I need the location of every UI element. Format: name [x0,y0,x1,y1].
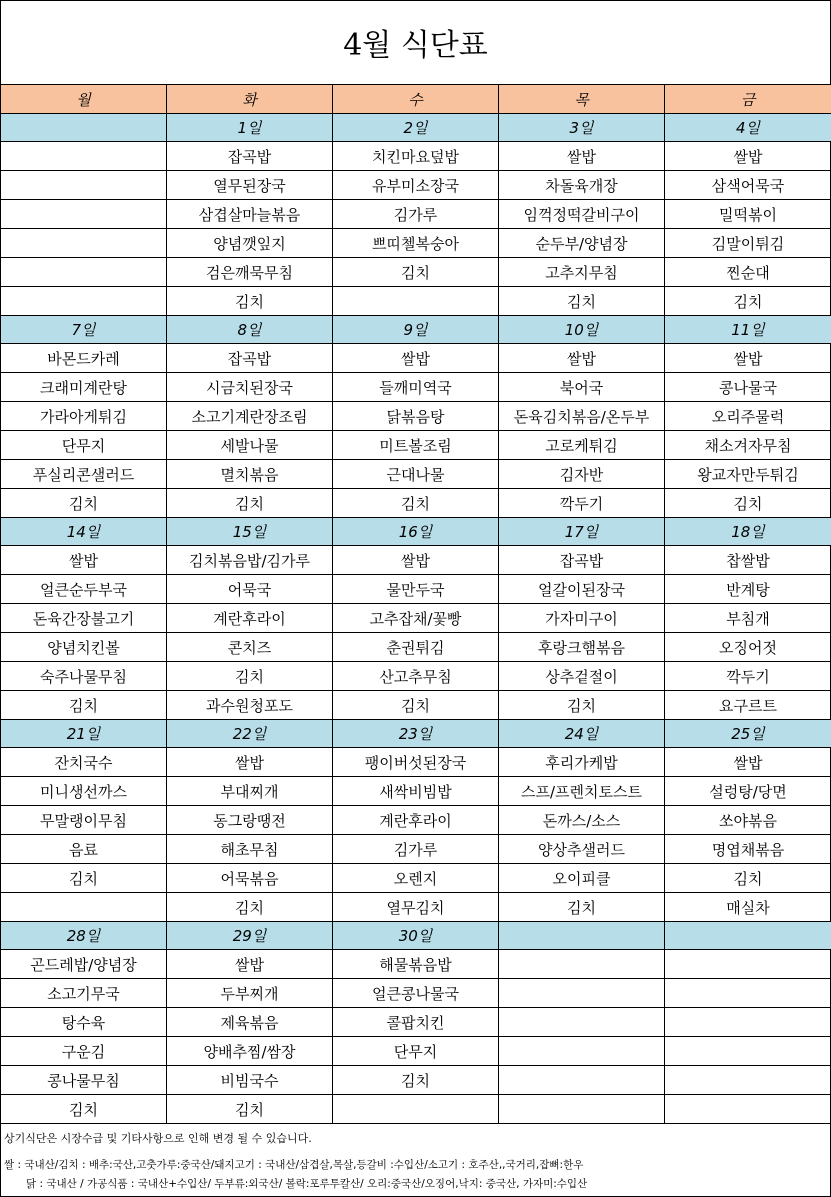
date-cell [665,922,831,950]
menu-row [1,142,831,171]
menu-row [1,1095,831,1124]
menu-item: 음료 [1,835,167,864]
menu-item: 김치 [499,691,665,720]
menu-item [333,287,499,316]
menu-item: 팽이버섯된장국 [333,748,499,777]
menu-item [1,171,167,200]
origin-notice-line-2: 닭 : 국내산 / 가공식품 : 국내산+수입산/ 두부류:외국산/ 볼락:포루투칼산/ 오리:중국산/오징어,낙지: 중국산, 가자미:수입산 [26,1178,588,1190]
menu-item: 후랑크햄볶음 [499,633,665,662]
date-cell: 3일 [499,114,665,142]
menu-item: 물만두국 [333,575,499,604]
menu-item: 반계탕 [665,575,831,604]
menu-item: 구운김 [1,1037,167,1066]
menu-item: 검은깨묵무침 [167,258,333,287]
menu-item: 미니생선까스 [1,777,167,806]
menu-item: 제육볶음 [167,1008,333,1037]
menu-item: 단무지 [333,1037,499,1066]
menu-item: 콩나물국 [665,373,831,402]
menu-item [499,979,665,1008]
menu-item: 두부찌개 [167,979,333,1008]
menu-row [1,575,831,604]
menu-item: 고추잡채/꽃빵 [333,604,499,633]
menu-item: 후리가케밥 [499,748,665,777]
menu-row [1,604,831,633]
menu-item: 닭볶음탕 [333,402,499,431]
menu-item: 얼갈이된장국 [499,575,665,604]
menu-row [1,373,831,402]
menu-row [1,258,831,287]
menu-item: 콜팝치킨 [333,1008,499,1037]
menu-item: 김치 [499,893,665,922]
menu-item: 계란후라이 [167,604,333,633]
date-cell: 16일 [333,518,499,546]
menu-item: 탕수육 [1,1008,167,1037]
date-cell: 17일 [499,518,665,546]
menu-item [665,979,831,1008]
menu-item: 소고기계란장조림 [167,402,333,431]
menu-row [1,893,831,922]
menu-item: 얼큰콩나물국 [333,979,499,1008]
menu-item: 김치 [1,489,167,518]
menu-item: 김치 [167,662,333,691]
menu-item: 고추지무침 [499,258,665,287]
menu-item: 크래미계란탕 [1,373,167,402]
menu-item: 숙주나물무침 [1,662,167,691]
menu-item: 채소겨자무침 [665,431,831,460]
menu-row [1,864,831,893]
menu-item: 김치 [333,489,499,518]
date-cell: 28일 [1,922,167,950]
menu-item [665,1095,831,1124]
menu-item: 김치 [333,691,499,720]
origin-notice-line-1: 쌀 : 국내산/김치 : 배추:국산,고춧가루:중국산/돼지고기 : 국내산/삼겹살,목살,등갈비 :수입산/소고기 : 호주산,,국거리,잡뼈:한우 [4,1159,584,1171]
menu-item [1,287,167,316]
menu-item: 오리주물럭 [665,402,831,431]
menu-item: 삼겹살마늘볶음 [167,200,333,229]
menu-item: 쌀밥 [333,546,499,575]
menu-item: 양상추샐러드 [499,835,665,864]
menu-table [0,84,831,1124]
menu-item: 명엽채볶음 [665,835,831,864]
menu-item: 돈육간장불고기 [1,604,167,633]
menu-item: 김치 [333,1066,499,1095]
date-cell: 7일 [1,316,167,344]
date-cell: 25일 [665,720,831,748]
menu-item: 쌀밥 [499,344,665,373]
menu-item: 근대나물 [333,460,499,489]
menu-item: 산고추무침 [333,662,499,691]
menu-item: 차돌육개장 [499,171,665,200]
menu-item: 잡곡밥 [499,546,665,575]
menu-item: 김치 [1,1095,167,1124]
menu-item: 김치 [167,287,333,316]
menu-row [1,287,831,316]
menu-item: 부대찌개 [167,777,333,806]
menu-item: 해초무침 [167,835,333,864]
menu-item: 김치 [167,893,333,922]
date-cell: 15일 [167,518,333,546]
menu-row [1,777,831,806]
menu-item: 김치 [333,258,499,287]
menu-item: 치킨마요덮밥 [333,142,499,171]
menu-item: 오이피클 [499,864,665,893]
menu-item: 열무김치 [333,893,499,922]
menu-item: 삼색어묵국 [665,171,831,200]
menu-item: 스프/프렌치토스트 [499,777,665,806]
menu-item: 임꺽정떡갈비구이 [499,200,665,229]
menu-item: 고로케튀김 [499,431,665,460]
date-cell: 2일 [333,114,499,142]
menu-item: 동그랑땡전 [167,806,333,835]
menu-item: 쌀밥 [167,950,333,979]
menu-item: 시금치된장국 [167,373,333,402]
menu-item: 바몬드카레 [1,344,167,373]
menu-item: 쌀밥 [499,142,665,171]
menu-item: 순두부/양념장 [499,229,665,258]
menu-item: 콩나물무침 [1,1066,167,1095]
menu-item: 깍두기 [665,662,831,691]
menu-item [1,229,167,258]
date-cell: 29일 [167,922,333,950]
menu-item: 어묵국 [167,575,333,604]
menu-item: 김치 [167,1095,333,1124]
date-cell: 4일 [665,114,831,142]
menu-item: 쌀밥 [333,344,499,373]
menu-item: 김치 [665,489,831,518]
menu-item: 찐순대 [665,258,831,287]
weekday-header: 수 [333,85,499,114]
menu-item: 돈육김치볶음/온두부 [499,402,665,431]
date-row [1,114,831,142]
menu-item: 해물볶음밥 [333,950,499,979]
menu-item [499,950,665,979]
menu-row [1,229,831,258]
menu-item: 김치 [499,287,665,316]
date-cell: 24일 [499,720,665,748]
menu-item [499,1037,665,1066]
menu-item: 오렌지 [333,864,499,893]
menu-item: 춘권튀김 [333,633,499,662]
date-cell: 21일 [1,720,167,748]
menu-row [1,835,831,864]
menu-item: 열무된장국 [167,171,333,200]
menu-item: 양념치킨볼 [1,633,167,662]
weekday-header: 화 [167,85,333,114]
menu-item: 쌀밥 [167,748,333,777]
menu-item: 양념깻잎지 [167,229,333,258]
menu-item: 오징어젓 [665,633,831,662]
menu-item: 무말랭이무침 [1,806,167,835]
date-row [1,316,831,344]
menu-row [1,1008,831,1037]
date-cell: 14일 [1,518,167,546]
menu-item [665,1008,831,1037]
menu-item [665,950,831,979]
menu-item: 멸치볶음 [167,460,333,489]
menu-item: 과수원청포도 [167,691,333,720]
menu-row [1,546,831,575]
menu-row [1,691,831,720]
menu-item: 김치 [1,691,167,720]
menu-item [333,1095,499,1124]
menu-row [1,171,831,200]
menu-item: 들깨미역국 [333,373,499,402]
date-cell: 10일 [499,316,665,344]
menu-row [1,1037,831,1066]
menu-row [1,344,831,373]
date-cell: 9일 [333,316,499,344]
menu-item [1,200,167,229]
menu-item: 가자미구이 [499,604,665,633]
menu-item: 쏘야볶음 [665,806,831,835]
date-cell [1,114,167,142]
menu-item: 잔치국수 [1,748,167,777]
menu-item: 돈까스/소스 [499,806,665,835]
menu-item: 가라아게튀김 [1,402,167,431]
menu-item: 부침개 [665,604,831,633]
menu-item: 어묵볶음 [167,864,333,893]
date-row [1,922,831,950]
date-cell: 18일 [665,518,831,546]
menu-item: 북어국 [499,373,665,402]
menu-item: 계란후라이 [333,806,499,835]
menu-item: 쌀밥 [1,546,167,575]
menu-item: 비빔국수 [167,1066,333,1095]
weekday-header-row [1,85,831,114]
menu-item: 찹쌀밥 [665,546,831,575]
menu-item: 김치 [665,864,831,893]
date-cell: 8일 [167,316,333,344]
menu-item: 왕교자만두튀김 [665,460,831,489]
menu-row [1,806,831,835]
menu-row [1,950,831,979]
menu-item: 푸실리콘샐러드 [1,460,167,489]
menu-item: 김말이튀김 [665,229,831,258]
menu-item: 김치 [665,287,831,316]
menu-item [499,1066,665,1095]
menu-item: 미트볼조림 [333,431,499,460]
menu-item: 설렁탕/당면 [665,777,831,806]
menu-item: 김자반 [499,460,665,489]
menu-item: 김가루 [333,200,499,229]
menu-item [665,1037,831,1066]
menu-item: 밀떡볶이 [665,200,831,229]
menu-item: 김치 [1,864,167,893]
date-cell [499,922,665,950]
menu-row [1,200,831,229]
menu-row [1,979,831,1008]
menu-item: 새싹비빔밥 [333,777,499,806]
menu-item: 깍두기 [499,489,665,518]
menu-item: 김치 [167,489,333,518]
menu-item: 유부미소장국 [333,171,499,200]
menu-item: 김치볶음밥/김가루 [167,546,333,575]
menu-item: 곤드레밥/양념장 [1,950,167,979]
menu-item: 요구르트 [665,691,831,720]
menu-item: 김가루 [333,835,499,864]
weekday-header: 월 [1,85,167,114]
menu-item [1,142,167,171]
menu-item: 쌀밥 [665,748,831,777]
menu-item [499,1008,665,1037]
menu-item: 세발나물 [167,431,333,460]
weekday-header: 목 [499,85,665,114]
menu-item: 잡곡밥 [167,344,333,373]
date-cell: 11일 [665,316,831,344]
menu-row [1,460,831,489]
menu-item: 쁘띠첼복숭아 [333,229,499,258]
menu-item: 양배추찜/쌈장 [167,1037,333,1066]
change-notice: 상기식단은 시장수급 및 기타사항으로 인해 변경 될 수 있습니다. [4,1132,312,1145]
page-title: 4월 식단표 [343,28,488,63]
menu-row [1,633,831,662]
menu-row [1,1066,831,1095]
date-cell: 22일 [167,720,333,748]
menu-item: 소고기무국 [1,979,167,1008]
date-cell: 23일 [333,720,499,748]
menu-item [1,258,167,287]
menu-item: 얼큰순두부국 [1,575,167,604]
menu-row [1,431,831,460]
menu-item: 상추겉절이 [499,662,665,691]
menu-row [1,489,831,518]
menu-item: 콘치즈 [167,633,333,662]
menu-row [1,662,831,691]
date-cell: 1일 [167,114,333,142]
menu-item: 매실차 [665,893,831,922]
menu-item [665,1066,831,1095]
menu-item [499,1095,665,1124]
menu-item: 쌀밥 [665,142,831,171]
menu-row [1,748,831,777]
date-row [1,518,831,546]
menu-item: 쌀밥 [665,344,831,373]
date-row [1,720,831,748]
menu-row [1,402,831,431]
weekday-header: 금 [665,85,831,114]
menu-item: 단무지 [1,431,167,460]
date-cell: 30일 [333,922,499,950]
menu-item [1,893,167,922]
menu-item: 잡곡밥 [167,142,333,171]
